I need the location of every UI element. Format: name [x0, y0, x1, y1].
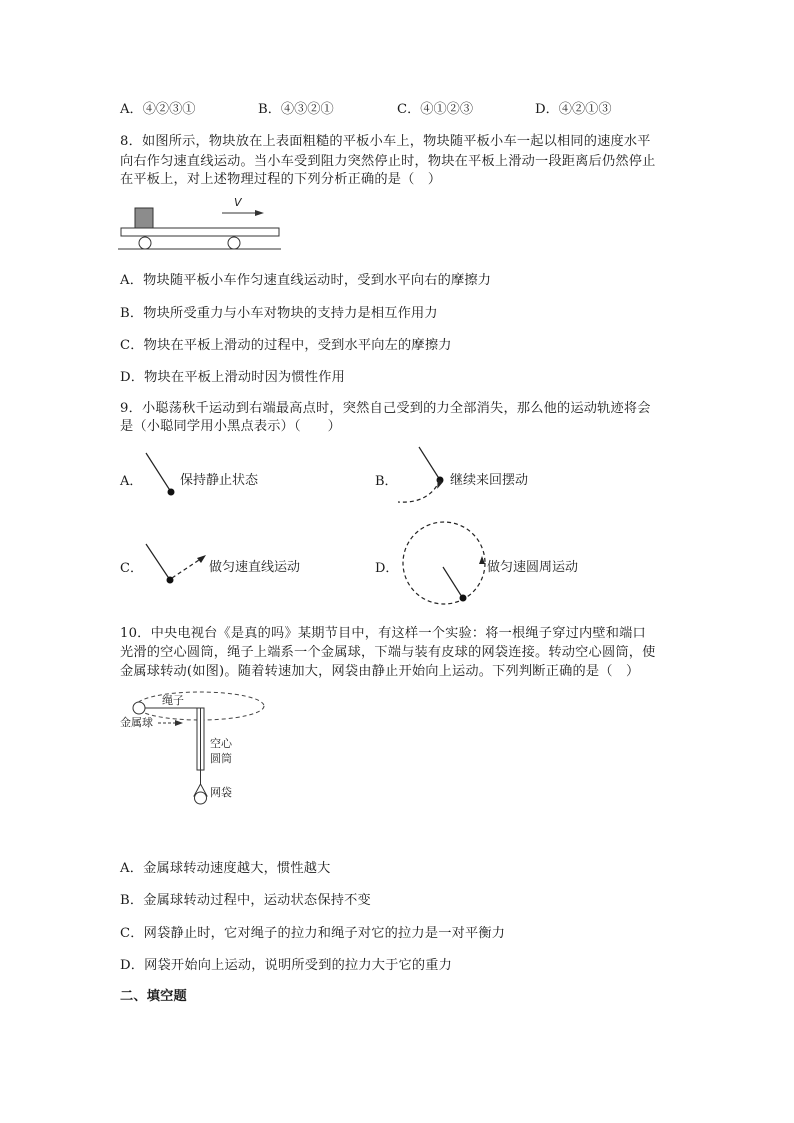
cart-board [121, 228, 279, 236]
cart-wheel-right [228, 237, 240, 249]
q9-figure-a [140, 450, 180, 500]
q9-stem-line-1: 9．小聪荡秋千运动到右端最高点时，突然自己受到的力全部消失，那么他的运动轨迹将会 [120, 401, 651, 416]
metal-ball [133, 702, 145, 714]
ball-label: 金属球 [120, 716, 153, 729]
q10-option-a: A．金属球转动速度越大，惯性越大 [120, 861, 331, 876]
q8-stem-line-2: 向右作匀速直线运动。当小车受到阻力突然停止时，物块在平板上滑动一段距离后仍然停止 [120, 154, 656, 169]
q8-option-b: B．物块所受重力与小车对物块的支持力是相互作用力 [120, 306, 438, 321]
q10-apparatus-figure [118, 688, 268, 810]
velocity-label: V [234, 196, 242, 209]
q10-stem-line-2: 光滑的空心圆筒，绳子上端系一个金属球，下端与装有皮球的网袋连接。转动空心圆筒，使 [120, 645, 656, 660]
q10-option-d: D．网袋开始向上运动，说明所受到的拉力大于它的重力 [120, 958, 453, 973]
velocity-arrow-head [255, 210, 264, 216]
q9-stem-line-2: 是（小聪同学用小黑点表示）（ ） [120, 419, 341, 434]
q9-figure-c [140, 540, 210, 590]
q10-stem-line-1: 10．中央电视台《是真的吗》某期节目中，有这样一个实验：将一根绳子穿过内壁和端口 [120, 626, 646, 641]
q9-figure-b [395, 444, 455, 510]
block [135, 208, 153, 228]
q8-cart-figure [118, 192, 283, 254]
q7-option-b: B．④③②① [258, 102, 334, 117]
q8-option-c: C．物块在平板上滑动的过程中，受到水平向左的摩擦力 [120, 338, 452, 353]
q8-stem-line-1: 8．如图所示，物块放在上表面粗糙的平板小车上，物块随平板小车一起以相同的速度水平 [120, 134, 651, 149]
q7-option-c: C．④①②③ [397, 102, 474, 117]
rope-label: 绳子 [162, 694, 184, 707]
cart-wheel-left [139, 237, 151, 249]
q9-choice-c-letter: C． [120, 561, 143, 576]
q9-choice-b-text: 继续来回摆动 [450, 473, 529, 488]
q8-stem-line-3: 在平板上，对上述物理过程的下列分析正确的是（ ） [120, 172, 442, 187]
q9-choice-d-text: 做匀速圆周运动 [487, 560, 579, 575]
q7-option-d: D．④②①③ [535, 102, 612, 117]
tube-label-1: 空心 [210, 737, 232, 750]
q9-choice-d-letter: D． [375, 561, 399, 576]
q9-choice-b-letter: B． [375, 474, 398, 489]
q10-stem-line-3: 金属球转动(如图)。随着转速加大，网袋由静止开始向上运动。下列判断正确的是（ ） [120, 664, 640, 679]
q10-option-b: B．金属球转动过程中，运动状态保持不变 [120, 893, 371, 908]
q7-option-a: A．④②③① [120, 102, 196, 117]
section-heading-fill-in: 二、填空题 [120, 989, 187, 1004]
dot [168, 489, 175, 496]
tube-label-2: 圆筒 [210, 752, 232, 765]
q10-option-c: C．网袋静止时，它对绳子的拉力和绳子对它的拉力是一对平衡力 [120, 926, 506, 941]
q9-choice-c-text: 做匀速直线运动 [209, 560, 301, 575]
bag-label: 网袋 [210, 786, 232, 799]
ball-in-bag [195, 792, 207, 804]
q9-choice-a-letter: A． [120, 474, 143, 489]
q9-choice-a-text: 保持静止状态 [180, 473, 259, 488]
q8-option-a: A．物块随平板小车作匀速直线运动时，受到水平向右的摩擦力 [120, 273, 492, 288]
q8-option-d: D．物块在平板上滑动时因为惯性作用 [120, 370, 345, 385]
q9-figure-d [398, 519, 490, 607]
